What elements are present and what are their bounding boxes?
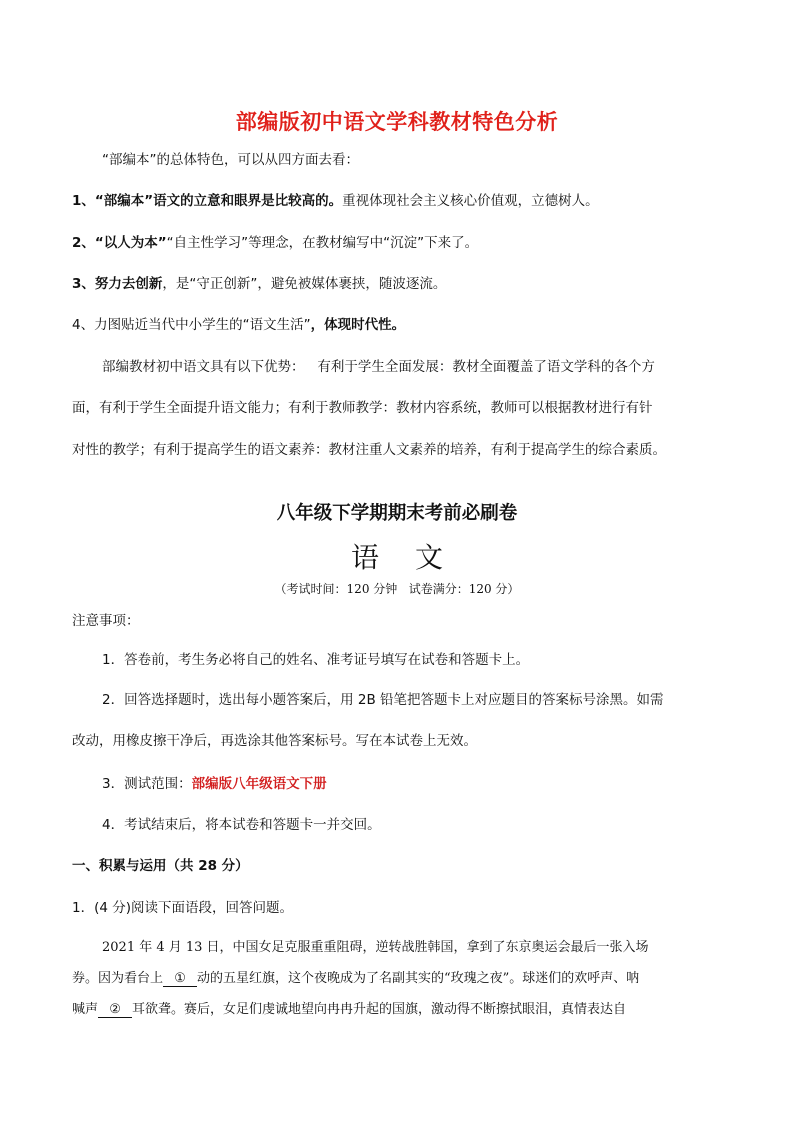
passage-line-3-end: 耳欲聋。赛后，女足们虔诚地望向冉冉升起的国旗，激动得不断擦拭眼泪，真情表达自 bbox=[132, 1002, 627, 1017]
notice-item-2-line-1: 2．回答选择题时，选出每小题答案后，用 2B 铅笔把答题卡上对应题目的答案标号涂黑。如需 bbox=[102, 692, 664, 708]
analysis-point-1 bbox=[72, 191, 599, 211]
point-3-lead: 3、努力去创新 bbox=[72, 276, 163, 292]
notice-3-prefix: 3．测试范围： bbox=[102, 776, 192, 792]
point-4-lead: 4、力图贴近当代中小学生的“语文生活” bbox=[72, 317, 311, 333]
advantages-line-1: 部编教材初中语文具有以下优势： 有利于学生全面发展：教材全面覆盖了语文学科的各个方 bbox=[102, 359, 655, 375]
advantages-line-2: 面，有利于学生全面提升语文能力；有利于教师教学：教材内容系统，教师可以根据教材进行有针 bbox=[72, 400, 653, 416]
test-scope: 部编版八年级语文下册 bbox=[191, 776, 327, 792]
point-2-lead: 2、“以人为本” bbox=[72, 235, 167, 251]
advantages-line-3: 对性的教学；有利于提高学生的语文素养：教材注重人文素养的培养，有利于提高学生的综合素质。 bbox=[72, 442, 666, 458]
point-1-lead: 1、“部编本”语文的立意和眼界是比较高的。 bbox=[72, 193, 343, 209]
analysis-title: 部编版初中语文学科教材特色分析 bbox=[235, 110, 559, 134]
exam-info: （考试时间：120 分钟 试卷满分：120 分） bbox=[274, 582, 520, 596]
notice-item-1: 1．答卷前，考生务必将自己的姓名、准考证号填写在试卷和答题卡上。 bbox=[102, 652, 530, 668]
passage-line-2-end: 动的五星红旗，这个夜晚成为了名副其实的“玫瑰之夜”。球迷们的欢呼声、呐 bbox=[197, 971, 640, 986]
analysis-point-4 bbox=[72, 315, 405, 335]
passage-line-2-start: 券。因为看台上 bbox=[72, 971, 164, 986]
notice-item-3 bbox=[102, 774, 327, 794]
passage-line-3-start: 喊声 bbox=[72, 1002, 99, 1017]
fill-blank-2[interactable]: ② bbox=[98, 1002, 132, 1018]
exam-title: 八年级下学期期末考前必刷卷 bbox=[276, 503, 518, 524]
question-1: 1．(4 分)阅读下面语段，回答问题。 bbox=[72, 900, 294, 916]
analysis-point-2 bbox=[72, 233, 478, 253]
passage-line-3 bbox=[72, 998, 626, 1018]
exam-subject: 语文 bbox=[350, 541, 479, 574]
analysis-intro: “部编本”的总体特色，可以从四方面去看： bbox=[102, 152, 359, 168]
point-3-rest: ，是“守正创新”，避免被媒体裹挟，随波逐流。 bbox=[162, 276, 447, 292]
passage-line-2 bbox=[72, 967, 639, 987]
analysis-point-3 bbox=[72, 274, 446, 294]
fill-blank-1[interactable]: ① bbox=[163, 971, 197, 987]
notice-heading: 注意事项： bbox=[72, 613, 140, 629]
passage-line-1: 2021 年 4 月 13 日，中国女足克服重重阻碍，逆转战胜韩国，拿到了东京奥运会最后一张入场 bbox=[102, 940, 649, 955]
point-4-rest: ，体现时代性。 bbox=[310, 317, 406, 333]
notice-item-4: 4．考试结束后，将本试卷和答题卡一并交回。 bbox=[102, 817, 381, 833]
notice-item-2-line-2: 改动，用橡皮擦干净后，再选涂其他答案标号。写在本试卷上无效。 bbox=[72, 733, 477, 749]
section-heading: 一、积累与运用（共 28 分） bbox=[72, 858, 249, 874]
point-1-rest: 重视体现社会主义核心价值观，立德树人。 bbox=[342, 193, 599, 209]
point-2-rest: “自主性学习”等理念，在教材编写中“沉淀”下来了。 bbox=[166, 235, 479, 251]
